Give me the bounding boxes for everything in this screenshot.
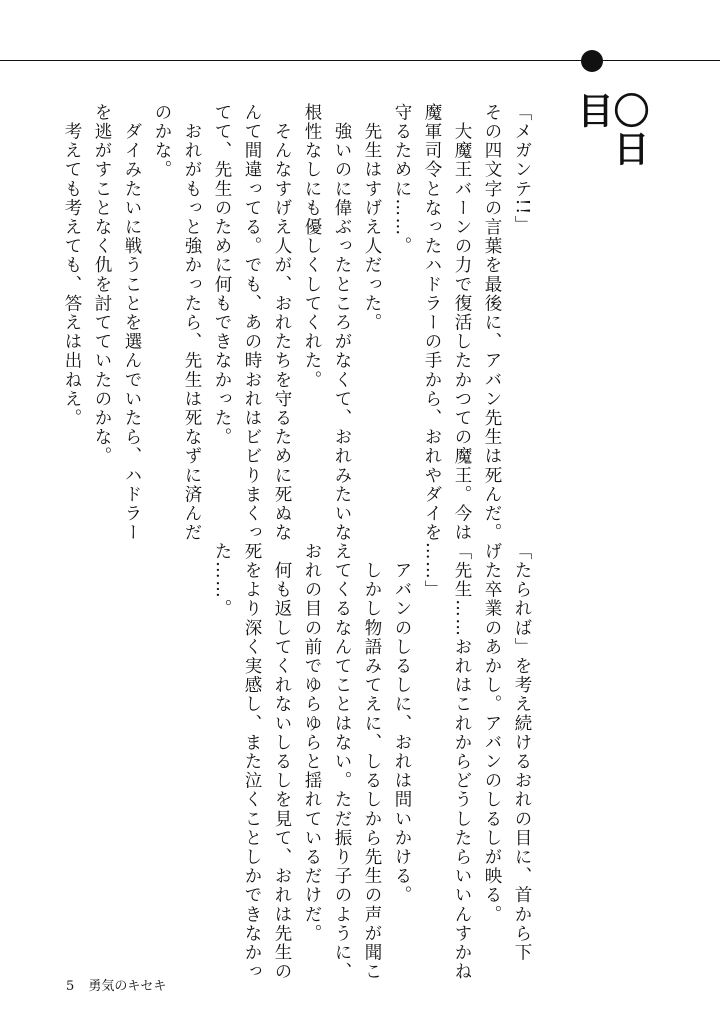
text-column: 「メガンテ!!」	[512, 103, 532, 235]
text-column: ダイみたいに戦うことを選んでいたら、ハドラー	[122, 103, 142, 543]
text-column: げた卒業のあかし。アバンのしるしが映る。	[482, 542, 502, 924]
header-dot-icon	[581, 50, 603, 72]
text-column: 強いのに偉ぶったところがなくて、おれみたいな	[332, 103, 352, 543]
chapter-title: 〇日目	[572, 92, 649, 168]
text-column: てて、先生のために何もできなかった。	[212, 103, 232, 447]
page-number: 5	[66, 979, 75, 994]
text-column: 何も返してくれないしるしを見て、おれは先生の	[272, 542, 292, 982]
page-footer	[66, 975, 166, 994]
text-column: 守るために……。	[392, 103, 412, 256]
text-column: おれがもっと強かったら、先生は死なずに済んだ	[182, 103, 202, 543]
text-column: 大魔王バーンの力で復活したかつての魔王。今は	[452, 103, 472, 543]
text-column: おれの目の前でゆらゆらと揺れているだけだ。	[302, 542, 322, 944]
text-column: その四文字の言葉を最後に、アバン先生は死んだ。	[482, 103, 502, 543]
text-column: えてくるなんてことはない。ただ振り子のように、	[332, 542, 352, 982]
text-column: んて間違ってる。でも、あの時おれはビビりまくっ	[242, 103, 262, 543]
text-column: のかな。	[152, 103, 172, 180]
book-title: 勇気のキセキ	[88, 979, 167, 994]
text-column: 「先生……おれはこれからどうしたらいいんすかね	[452, 542, 472, 982]
text-column: 死をより深く実感し、また泣くことしかできなかっ	[242, 542, 262, 982]
text-column: た……。	[212, 542, 232, 619]
text-column: を逃がすことなく仇を討てていたのかな。	[92, 103, 112, 466]
text-column: 魔軍司令となったハドラーの手から、おれやダイを	[422, 103, 442, 543]
text-column: 先生はすげえ人だった。	[362, 103, 382, 333]
text-column: 考えても考えても、答えは出ねえ。	[62, 103, 82, 428]
header-rule	[0, 60, 720, 61]
text-column: 「たられば」を考え続けるおれの目に、首から下	[512, 542, 532, 963]
text-column: 根性なしにも優しくしてくれた。	[302, 103, 322, 390]
text-column: アバンのしるしに、おれは問いかける。	[392, 542, 412, 905]
text-column: そんなすげえ人が、おれたちを守るために死ぬな	[272, 103, 292, 543]
text-column: ……」	[422, 542, 442, 600]
text-column: しかし物語みてえに、しるしから先生の声が聞こ	[362, 542, 382, 982]
